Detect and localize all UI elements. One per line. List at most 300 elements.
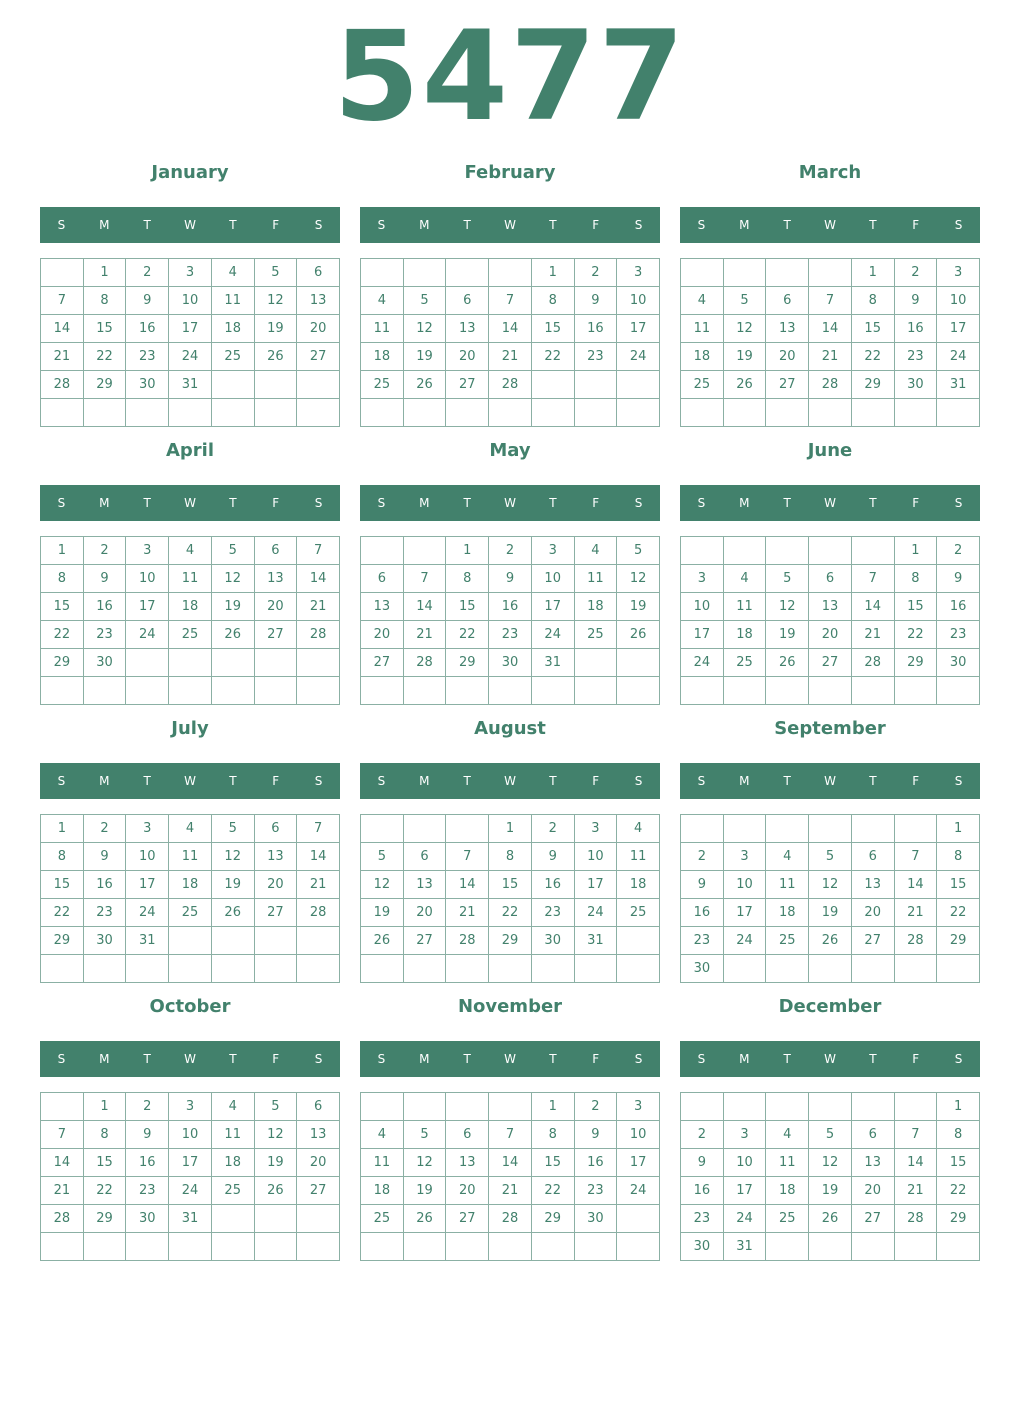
weekday-label: M xyxy=(99,1052,110,1066)
day-cell: 1 xyxy=(446,537,489,565)
empty-day-cell xyxy=(681,1093,724,1121)
day-cell: 19 xyxy=(212,871,255,899)
day-cell: 8 xyxy=(446,565,489,593)
day-cell: 25 xyxy=(212,1177,255,1205)
weekday-label: T xyxy=(463,496,471,510)
day-cell: 15 xyxy=(937,1149,980,1177)
empty-day-cell xyxy=(126,955,169,983)
empty-day-cell xyxy=(212,371,255,399)
day-cell: 7 xyxy=(297,537,340,565)
empty-day-cell xyxy=(489,677,532,705)
day-cell: 17 xyxy=(126,871,169,899)
empty-day-cell xyxy=(404,815,447,843)
day-cell: 19 xyxy=(212,593,255,621)
day-cell: 18 xyxy=(766,899,809,927)
empty-day-cell xyxy=(404,677,447,705)
empty-day-cell xyxy=(809,1093,852,1121)
empty-day-cell xyxy=(617,927,660,955)
weekday-label: T xyxy=(549,496,557,510)
day-cell: 4 xyxy=(212,259,255,287)
day-cell: 26 xyxy=(212,899,255,927)
day-cell: 21 xyxy=(809,343,852,371)
day-cell: 19 xyxy=(724,343,767,371)
day-cell: 27 xyxy=(361,649,404,677)
day-cell: 28 xyxy=(41,1205,84,1233)
weekday-label: T xyxy=(463,218,471,232)
empty-day-cell xyxy=(404,1233,447,1261)
day-cell: 1 xyxy=(84,259,127,287)
day-cell: 11 xyxy=(766,1149,809,1177)
weekday-label: S xyxy=(57,774,66,788)
empty-day-cell xyxy=(937,955,980,983)
month-december xyxy=(680,990,980,1260)
weekday-header xyxy=(360,485,660,521)
weekday-label: F xyxy=(592,218,600,232)
weekday-header xyxy=(360,207,660,243)
empty-day-cell xyxy=(532,1233,575,1261)
weekday-label: S xyxy=(377,496,386,510)
day-cell: 27 xyxy=(255,899,298,927)
day-cell: 10 xyxy=(681,593,724,621)
weekday-label: W xyxy=(824,496,836,510)
empty-day-cell xyxy=(297,677,340,705)
empty-day-cell xyxy=(84,1233,127,1261)
weekday-label: S xyxy=(57,218,66,232)
empty-day-cell xyxy=(895,399,938,427)
day-cell: 11 xyxy=(169,565,212,593)
day-cell: 15 xyxy=(937,871,980,899)
empty-day-cell xyxy=(446,1233,489,1261)
weekday-label: W xyxy=(184,496,196,510)
day-cell: 28 xyxy=(41,371,84,399)
day-cell: 13 xyxy=(446,315,489,343)
day-cell: 3 xyxy=(575,815,618,843)
empty-day-cell xyxy=(404,1093,447,1121)
day-cell: 6 xyxy=(852,843,895,871)
empty-day-cell xyxy=(446,1093,489,1121)
day-cell: 3 xyxy=(617,259,660,287)
month-february xyxy=(360,156,660,426)
weekday-label: M xyxy=(99,218,110,232)
day-cell: 26 xyxy=(212,621,255,649)
weekday-label: W xyxy=(504,774,516,788)
day-cell: 8 xyxy=(489,843,532,871)
weekday-label: M xyxy=(419,774,430,788)
month-april xyxy=(40,434,340,704)
day-cell: 17 xyxy=(169,315,212,343)
day-cell: 20 xyxy=(446,343,489,371)
empty-day-cell xyxy=(617,371,660,399)
day-cell: 18 xyxy=(724,621,767,649)
day-cell: 13 xyxy=(297,1121,340,1149)
day-cell: 12 xyxy=(255,287,298,315)
day-cell: 30 xyxy=(937,649,980,677)
weekday-label: T xyxy=(143,1052,151,1066)
day-cell: 3 xyxy=(169,259,212,287)
weekday-header xyxy=(360,763,660,799)
day-cell: 22 xyxy=(532,1177,575,1205)
day-cell: 16 xyxy=(575,315,618,343)
day-cell: 9 xyxy=(126,1121,169,1149)
day-cell: 8 xyxy=(937,1121,980,1149)
empty-day-cell xyxy=(852,815,895,843)
day-cell: 31 xyxy=(937,371,980,399)
empty-day-cell xyxy=(489,955,532,983)
day-cell: 1 xyxy=(895,537,938,565)
day-cell: 12 xyxy=(212,843,255,871)
day-cell: 20 xyxy=(852,899,895,927)
empty-day-cell xyxy=(724,677,767,705)
day-cell: 14 xyxy=(489,1149,532,1177)
day-cell: 23 xyxy=(895,343,938,371)
day-cell: 22 xyxy=(84,343,127,371)
day-cell: 18 xyxy=(617,871,660,899)
day-cell: 28 xyxy=(809,371,852,399)
day-cell: 9 xyxy=(126,287,169,315)
day-cell: 27 xyxy=(297,343,340,371)
empty-day-cell xyxy=(809,815,852,843)
day-cell: 12 xyxy=(766,593,809,621)
weekday-label: S xyxy=(954,496,963,510)
day-cell: 18 xyxy=(575,593,618,621)
month-name: March xyxy=(798,162,862,183)
empty-day-cell xyxy=(169,399,212,427)
day-cell: 6 xyxy=(297,259,340,287)
day-cell: 13 xyxy=(852,1149,895,1177)
day-cell: 5 xyxy=(255,1093,298,1121)
day-cell: 11 xyxy=(617,843,660,871)
day-cell: 12 xyxy=(724,315,767,343)
day-cell: 8 xyxy=(84,1121,127,1149)
day-cell: 15 xyxy=(41,871,84,899)
empty-day-cell xyxy=(852,955,895,983)
day-cell: 25 xyxy=(617,899,660,927)
empty-day-cell xyxy=(766,537,809,565)
day-cell: 2 xyxy=(84,815,127,843)
day-cell: 2 xyxy=(895,259,938,287)
empty-day-cell xyxy=(212,677,255,705)
empty-day-cell xyxy=(84,955,127,983)
day-cell: 30 xyxy=(126,1205,169,1233)
day-cell: 8 xyxy=(84,287,127,315)
weekday-label: W xyxy=(504,496,516,510)
day-cell: 24 xyxy=(126,899,169,927)
day-cell: 23 xyxy=(84,621,127,649)
day-cell: 15 xyxy=(446,593,489,621)
day-cell: 29 xyxy=(84,371,127,399)
day-cell: 2 xyxy=(681,1121,724,1149)
day-cell: 29 xyxy=(937,1205,980,1233)
day-cell: 14 xyxy=(297,565,340,593)
day-cell: 10 xyxy=(169,1121,212,1149)
day-cell: 26 xyxy=(404,371,447,399)
day-cell: 25 xyxy=(212,343,255,371)
day-cell: 28 xyxy=(895,927,938,955)
empty-day-cell xyxy=(41,399,84,427)
day-cell: 5 xyxy=(404,287,447,315)
day-cell: 12 xyxy=(404,1149,447,1177)
day-cell: 11 xyxy=(724,593,767,621)
day-cell: 3 xyxy=(617,1093,660,1121)
day-cell: 7 xyxy=(446,843,489,871)
empty-day-cell xyxy=(255,1205,298,1233)
weekday-label: S xyxy=(314,218,323,232)
empty-day-cell xyxy=(809,1233,852,1261)
weekday-label: S xyxy=(634,774,643,788)
weekday-label: W xyxy=(184,774,196,788)
day-cell: 6 xyxy=(809,565,852,593)
empty-day-cell xyxy=(681,537,724,565)
day-cell: 6 xyxy=(766,287,809,315)
day-cell: 8 xyxy=(41,565,84,593)
day-cell: 15 xyxy=(84,1149,127,1177)
weekday-label: W xyxy=(184,1052,196,1066)
empty-day-cell xyxy=(126,1233,169,1261)
empty-day-cell xyxy=(255,649,298,677)
day-cell: 20 xyxy=(297,1149,340,1177)
day-cell: 3 xyxy=(126,537,169,565)
day-cell: 16 xyxy=(126,315,169,343)
empty-day-cell xyxy=(575,371,618,399)
day-cell: 8 xyxy=(895,565,938,593)
day-cell: 13 xyxy=(255,565,298,593)
empty-day-cell xyxy=(724,955,767,983)
day-cell: 22 xyxy=(937,899,980,927)
weekday-label: W xyxy=(824,218,836,232)
empty-day-cell xyxy=(169,1233,212,1261)
day-cell: 17 xyxy=(724,1177,767,1205)
day-cell: 21 xyxy=(446,899,489,927)
day-cell: 1 xyxy=(937,815,980,843)
day-cell: 30 xyxy=(895,371,938,399)
weekday-header xyxy=(680,1041,980,1077)
day-cell: 22 xyxy=(446,621,489,649)
day-cell: 22 xyxy=(895,621,938,649)
empty-day-cell xyxy=(766,259,809,287)
month-november xyxy=(360,990,660,1260)
day-cell: 8 xyxy=(937,843,980,871)
empty-day-cell xyxy=(404,537,447,565)
day-cell: 24 xyxy=(724,1205,767,1233)
weekday-label: T xyxy=(229,774,237,788)
day-cell: 13 xyxy=(446,1149,489,1177)
empty-day-cell xyxy=(446,259,489,287)
day-cell: 14 xyxy=(852,593,895,621)
day-cell: 31 xyxy=(532,649,575,677)
day-cell: 16 xyxy=(126,1149,169,1177)
empty-day-cell xyxy=(895,1093,938,1121)
day-cell: 23 xyxy=(84,899,127,927)
day-cell: 28 xyxy=(489,1205,532,1233)
empty-day-cell xyxy=(41,955,84,983)
day-cell: 1 xyxy=(937,1093,980,1121)
weekday-label: S xyxy=(954,774,963,788)
day-cell: 1 xyxy=(489,815,532,843)
empty-day-cell xyxy=(212,1233,255,1261)
day-cell: 12 xyxy=(809,871,852,899)
day-cell: 17 xyxy=(937,315,980,343)
day-cell: 29 xyxy=(41,927,84,955)
month-name: June xyxy=(807,440,853,461)
weekday-label: M xyxy=(739,774,750,788)
day-cell: 24 xyxy=(169,343,212,371)
day-cell: 13 xyxy=(297,287,340,315)
empty-day-cell xyxy=(361,677,404,705)
day-cell: 3 xyxy=(724,1121,767,1149)
day-cell: 12 xyxy=(617,565,660,593)
day-cell: 29 xyxy=(937,927,980,955)
day-cell: 4 xyxy=(361,1121,404,1149)
empty-day-cell xyxy=(937,1233,980,1261)
day-cell: 15 xyxy=(489,871,532,899)
day-cell: 15 xyxy=(852,315,895,343)
day-cell: 17 xyxy=(169,1149,212,1177)
empty-day-cell xyxy=(212,399,255,427)
day-cell: 1 xyxy=(41,537,84,565)
empty-day-cell xyxy=(446,815,489,843)
day-cell: 15 xyxy=(41,593,84,621)
day-cell: 22 xyxy=(41,621,84,649)
day-cell: 16 xyxy=(937,593,980,621)
empty-day-cell xyxy=(169,955,212,983)
day-cell: 27 xyxy=(852,1205,895,1233)
weekday-label: S xyxy=(314,496,323,510)
weekday-label: M xyxy=(739,496,750,510)
day-cell: 7 xyxy=(895,843,938,871)
empty-day-cell xyxy=(617,649,660,677)
day-cell: 9 xyxy=(84,565,127,593)
day-cell: 19 xyxy=(617,593,660,621)
weekday-label: T xyxy=(783,218,791,232)
empty-day-cell xyxy=(297,649,340,677)
weekday-label: T xyxy=(869,496,877,510)
day-cell: 20 xyxy=(255,593,298,621)
weekday-label: S xyxy=(377,218,386,232)
empty-day-cell xyxy=(766,1233,809,1261)
day-cell: 25 xyxy=(766,1205,809,1233)
day-cell: 7 xyxy=(41,287,84,315)
day-cell: 3 xyxy=(532,537,575,565)
day-cell: 13 xyxy=(404,871,447,899)
weekday-label: F xyxy=(272,218,280,232)
day-cell: 9 xyxy=(84,843,127,871)
day-cell: 18 xyxy=(212,315,255,343)
day-cell: 31 xyxy=(126,927,169,955)
day-cell: 9 xyxy=(937,565,980,593)
day-cell: 10 xyxy=(724,871,767,899)
weekday-label: S xyxy=(634,496,643,510)
weekday-header xyxy=(680,763,980,799)
weekday-label: M xyxy=(739,1052,750,1066)
weekday-header xyxy=(40,763,340,799)
empty-day-cell xyxy=(361,1093,404,1121)
empty-day-cell xyxy=(404,955,447,983)
empty-day-cell xyxy=(255,1233,298,1261)
day-cell: 26 xyxy=(809,927,852,955)
weekday-label: T xyxy=(783,774,791,788)
day-cell: 5 xyxy=(404,1121,447,1149)
weekday-label: S xyxy=(697,1052,706,1066)
day-cell: 2 xyxy=(126,259,169,287)
empty-day-cell xyxy=(361,259,404,287)
month-june xyxy=(680,434,980,704)
day-cell: 5 xyxy=(212,815,255,843)
day-cell: 18 xyxy=(766,1177,809,1205)
day-cell: 19 xyxy=(255,1149,298,1177)
day-cell: 15 xyxy=(84,315,127,343)
day-cell: 10 xyxy=(617,1121,660,1149)
day-cell: 21 xyxy=(489,1177,532,1205)
day-cell: 9 xyxy=(681,871,724,899)
weekday-header xyxy=(360,1041,660,1077)
day-cell: 6 xyxy=(404,843,447,871)
weekday-label: F xyxy=(912,218,920,232)
empty-day-cell xyxy=(404,399,447,427)
empty-day-cell xyxy=(446,955,489,983)
month-name: December xyxy=(778,996,882,1017)
empty-day-cell xyxy=(575,955,618,983)
day-cell: 24 xyxy=(617,343,660,371)
day-cell: 25 xyxy=(361,371,404,399)
empty-day-cell xyxy=(41,1233,84,1261)
weekday-label: T xyxy=(869,774,877,788)
weekday-label: T xyxy=(549,1052,557,1066)
day-cell: 24 xyxy=(575,899,618,927)
day-cell: 5 xyxy=(724,287,767,315)
day-cell: 24 xyxy=(681,649,724,677)
weekday-header xyxy=(40,1041,340,1077)
empty-day-cell xyxy=(297,927,340,955)
empty-day-cell xyxy=(937,677,980,705)
day-cell: 16 xyxy=(681,899,724,927)
day-cell: 29 xyxy=(852,371,895,399)
day-cell: 30 xyxy=(84,649,127,677)
day-cell: 29 xyxy=(41,649,84,677)
empty-day-cell xyxy=(361,399,404,427)
day-cell: 13 xyxy=(766,315,809,343)
day-cell: 29 xyxy=(84,1205,127,1233)
day-cell: 26 xyxy=(766,649,809,677)
day-cell: 9 xyxy=(575,1121,618,1149)
day-cell: 11 xyxy=(766,871,809,899)
empty-day-cell xyxy=(724,537,767,565)
weekday-label: F xyxy=(592,1052,600,1066)
weekday-label: S xyxy=(954,1052,963,1066)
empty-day-cell xyxy=(41,259,84,287)
empty-day-cell xyxy=(41,677,84,705)
empty-day-cell xyxy=(255,955,298,983)
day-cell: 13 xyxy=(361,593,404,621)
day-cell: 25 xyxy=(169,621,212,649)
empty-day-cell xyxy=(852,399,895,427)
day-cell: 6 xyxy=(297,1093,340,1121)
day-cell: 25 xyxy=(169,899,212,927)
weekday-label: S xyxy=(697,774,706,788)
weekday-label: W xyxy=(504,1052,516,1066)
day-grid xyxy=(680,258,980,427)
day-cell: 28 xyxy=(297,621,340,649)
empty-day-cell xyxy=(809,399,852,427)
day-cell: 28 xyxy=(895,1205,938,1233)
day-cell: 7 xyxy=(404,565,447,593)
day-cell: 10 xyxy=(169,287,212,315)
day-cell: 21 xyxy=(852,621,895,649)
weekday-label: T xyxy=(783,496,791,510)
day-cell: 4 xyxy=(169,815,212,843)
weekday-label: T xyxy=(549,218,557,232)
day-cell: 19 xyxy=(255,315,298,343)
day-cell: 18 xyxy=(212,1149,255,1177)
